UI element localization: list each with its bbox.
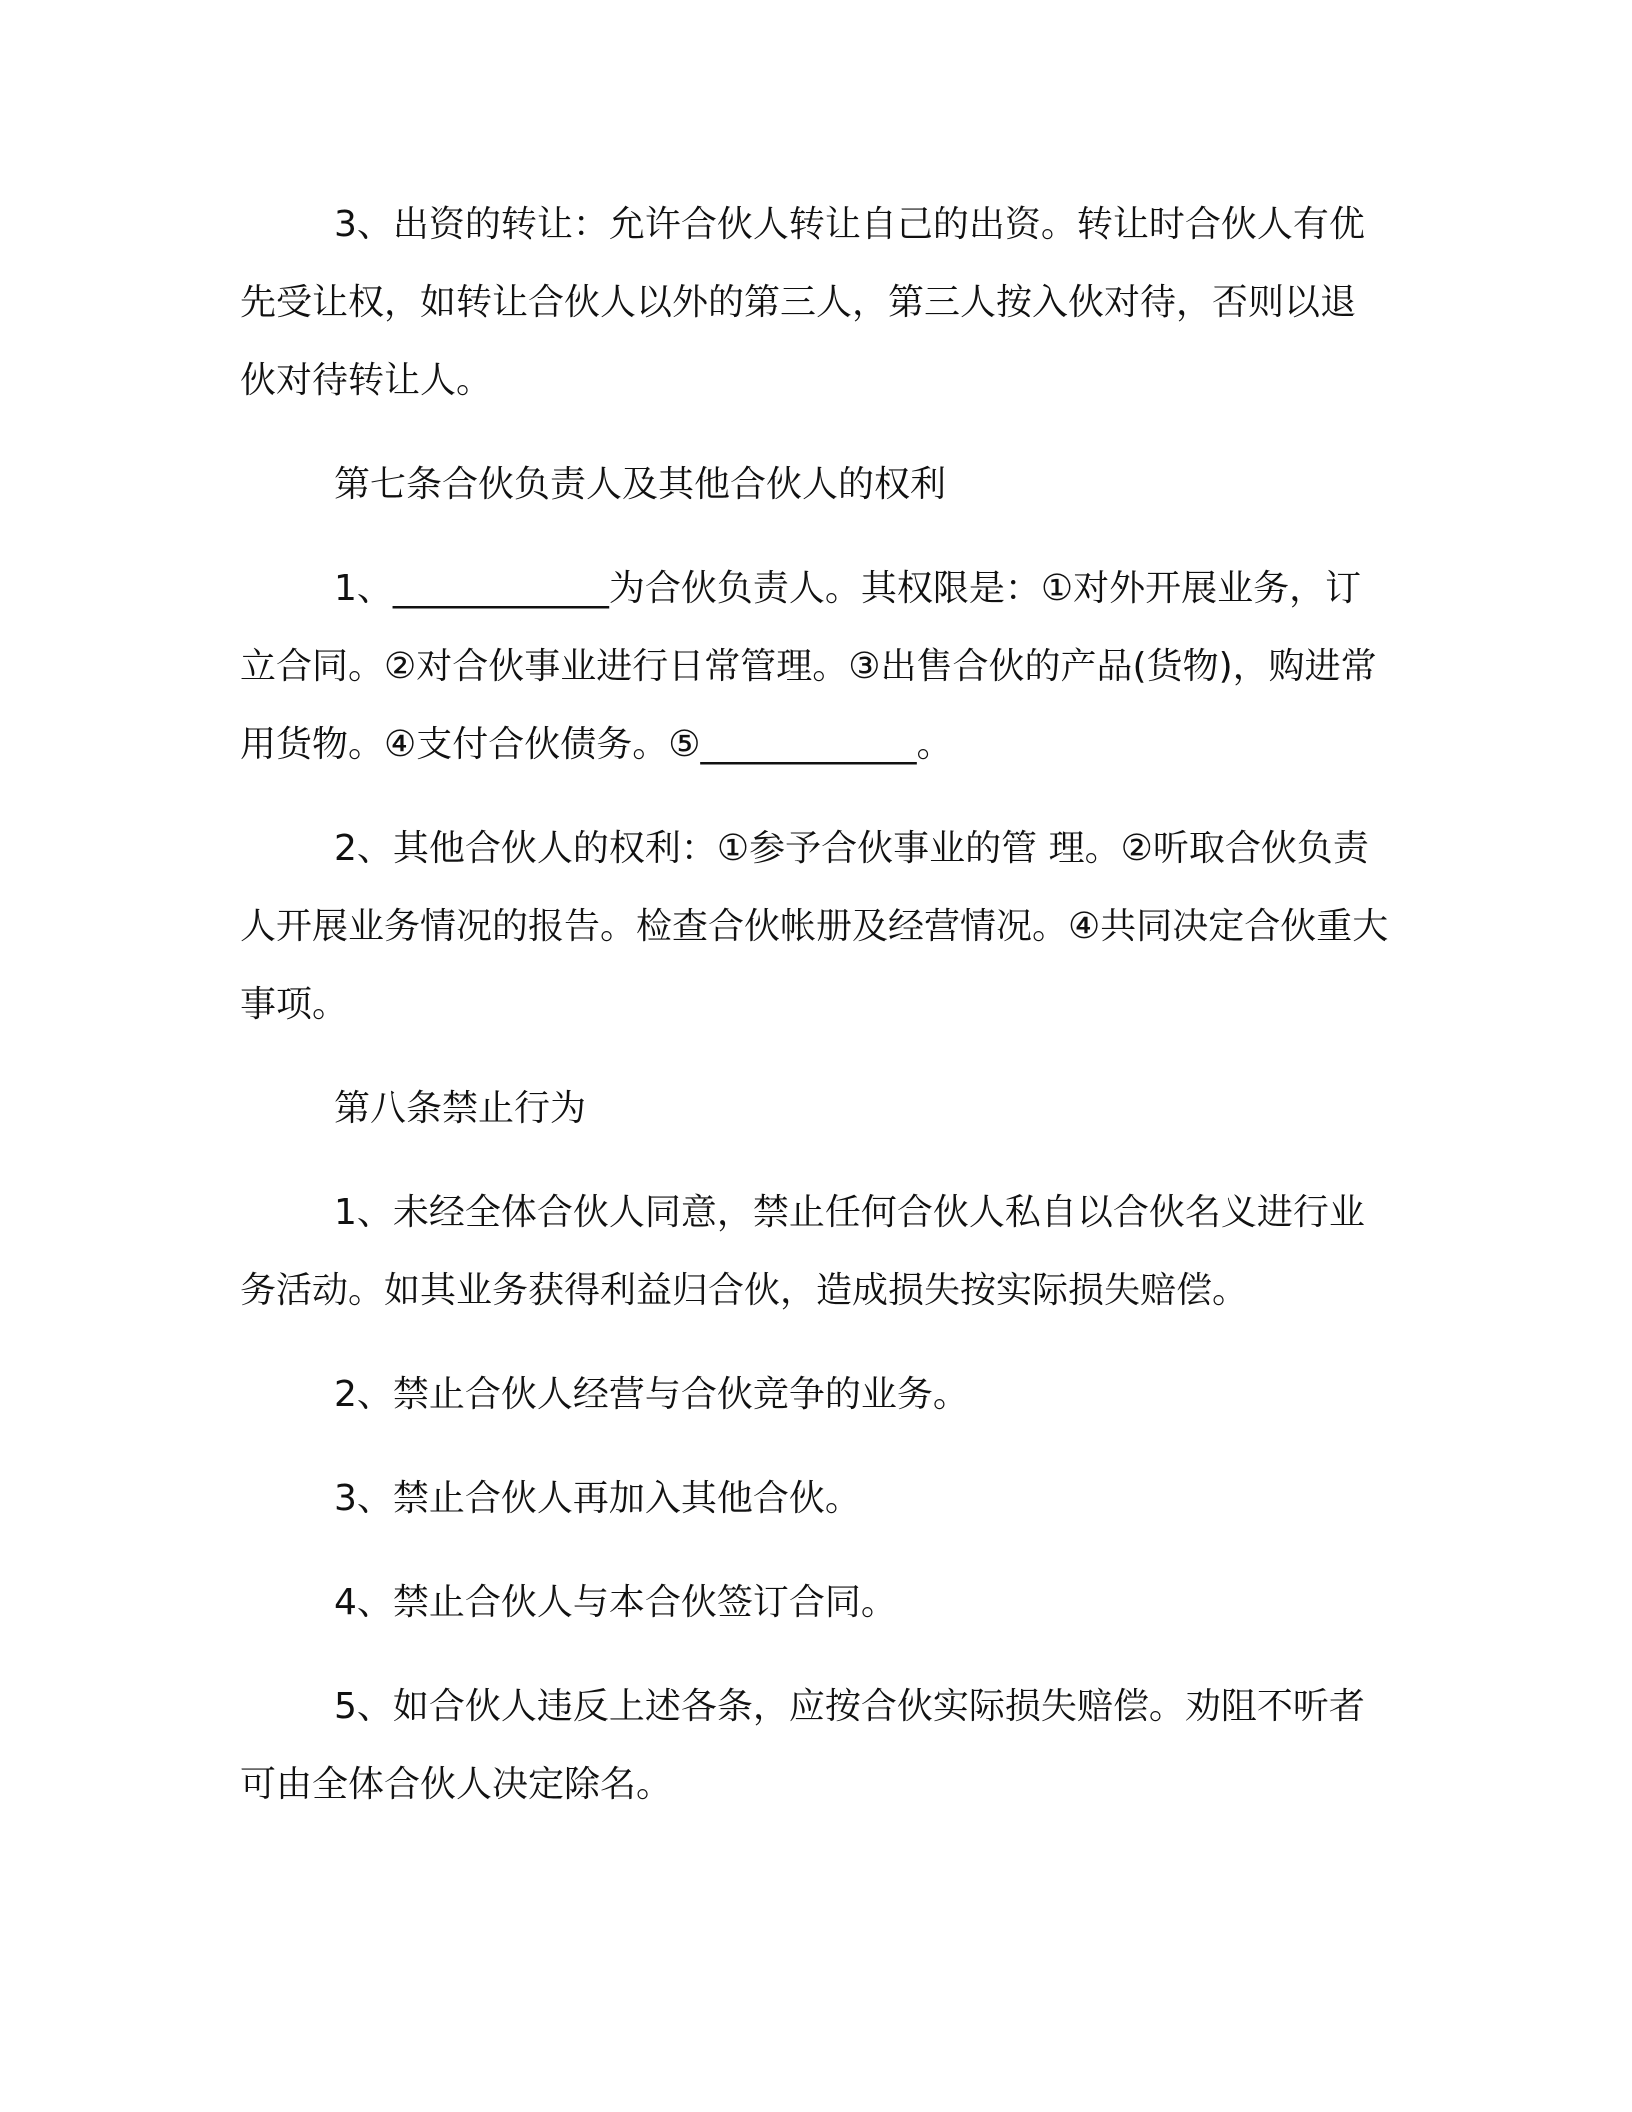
paragraph-article-7-item-2: 2、其他合伙人的权利：①参予合伙事业的管 理。②听取合伙负责人开展业务情况的报告。检查合伙帐册及经营情况。④共同决定合伙重大事项。	[240, 828, 1389, 1025]
document-body	[240, 186, 1390, 1824]
paragraph-article-8-item-5: 5、如合伙人违反上述各条，应按合伙实际损失赔偿。劝阻不听者可由全体合伙人决定除名。	[240, 1686, 1365, 1805]
paragraph-article-8-item-4: 4、禁止合伙人与本合伙签订合同。	[334, 1582, 897, 1623]
paragraph-article-8-item-3: 3、禁止合伙人再加入其他合伙。	[334, 1478, 861, 1519]
heading-article-7: 第七条合伙负责人及其他合伙人的权利	[334, 464, 947, 505]
paragraph-article-7-item-1: 1、____________为合伙负责人。其权限是：①对外开展业务，订立合同。②对合伙事业进行日常管理。③出售合伙的产品(货物)，购进常用货物。④支付合伙债务。⑤____________。	[240, 568, 1377, 765]
paragraph-article-8-item-1: 1、未经全体合伙人同意，禁止任何合伙人私自以合伙名义进行业务活动。如其业务获得利益归合伙，造成损失按实际损失赔偿。	[240, 1192, 1365, 1311]
heading-article-8: 第八条禁止行为	[334, 1088, 587, 1129]
paragraph-article-8-item-2: 2、禁止合伙人经营与合伙竞争的业务。	[334, 1374, 969, 1415]
paragraph-capital-transfer: 3、出资的转让：允许合伙人转让自己的出资。转让时合伙人有优先受让权，如转让合伙人以外的第三人，第三人按入伙对待，否则以退伙对待转让人。	[240, 204, 1365, 401]
